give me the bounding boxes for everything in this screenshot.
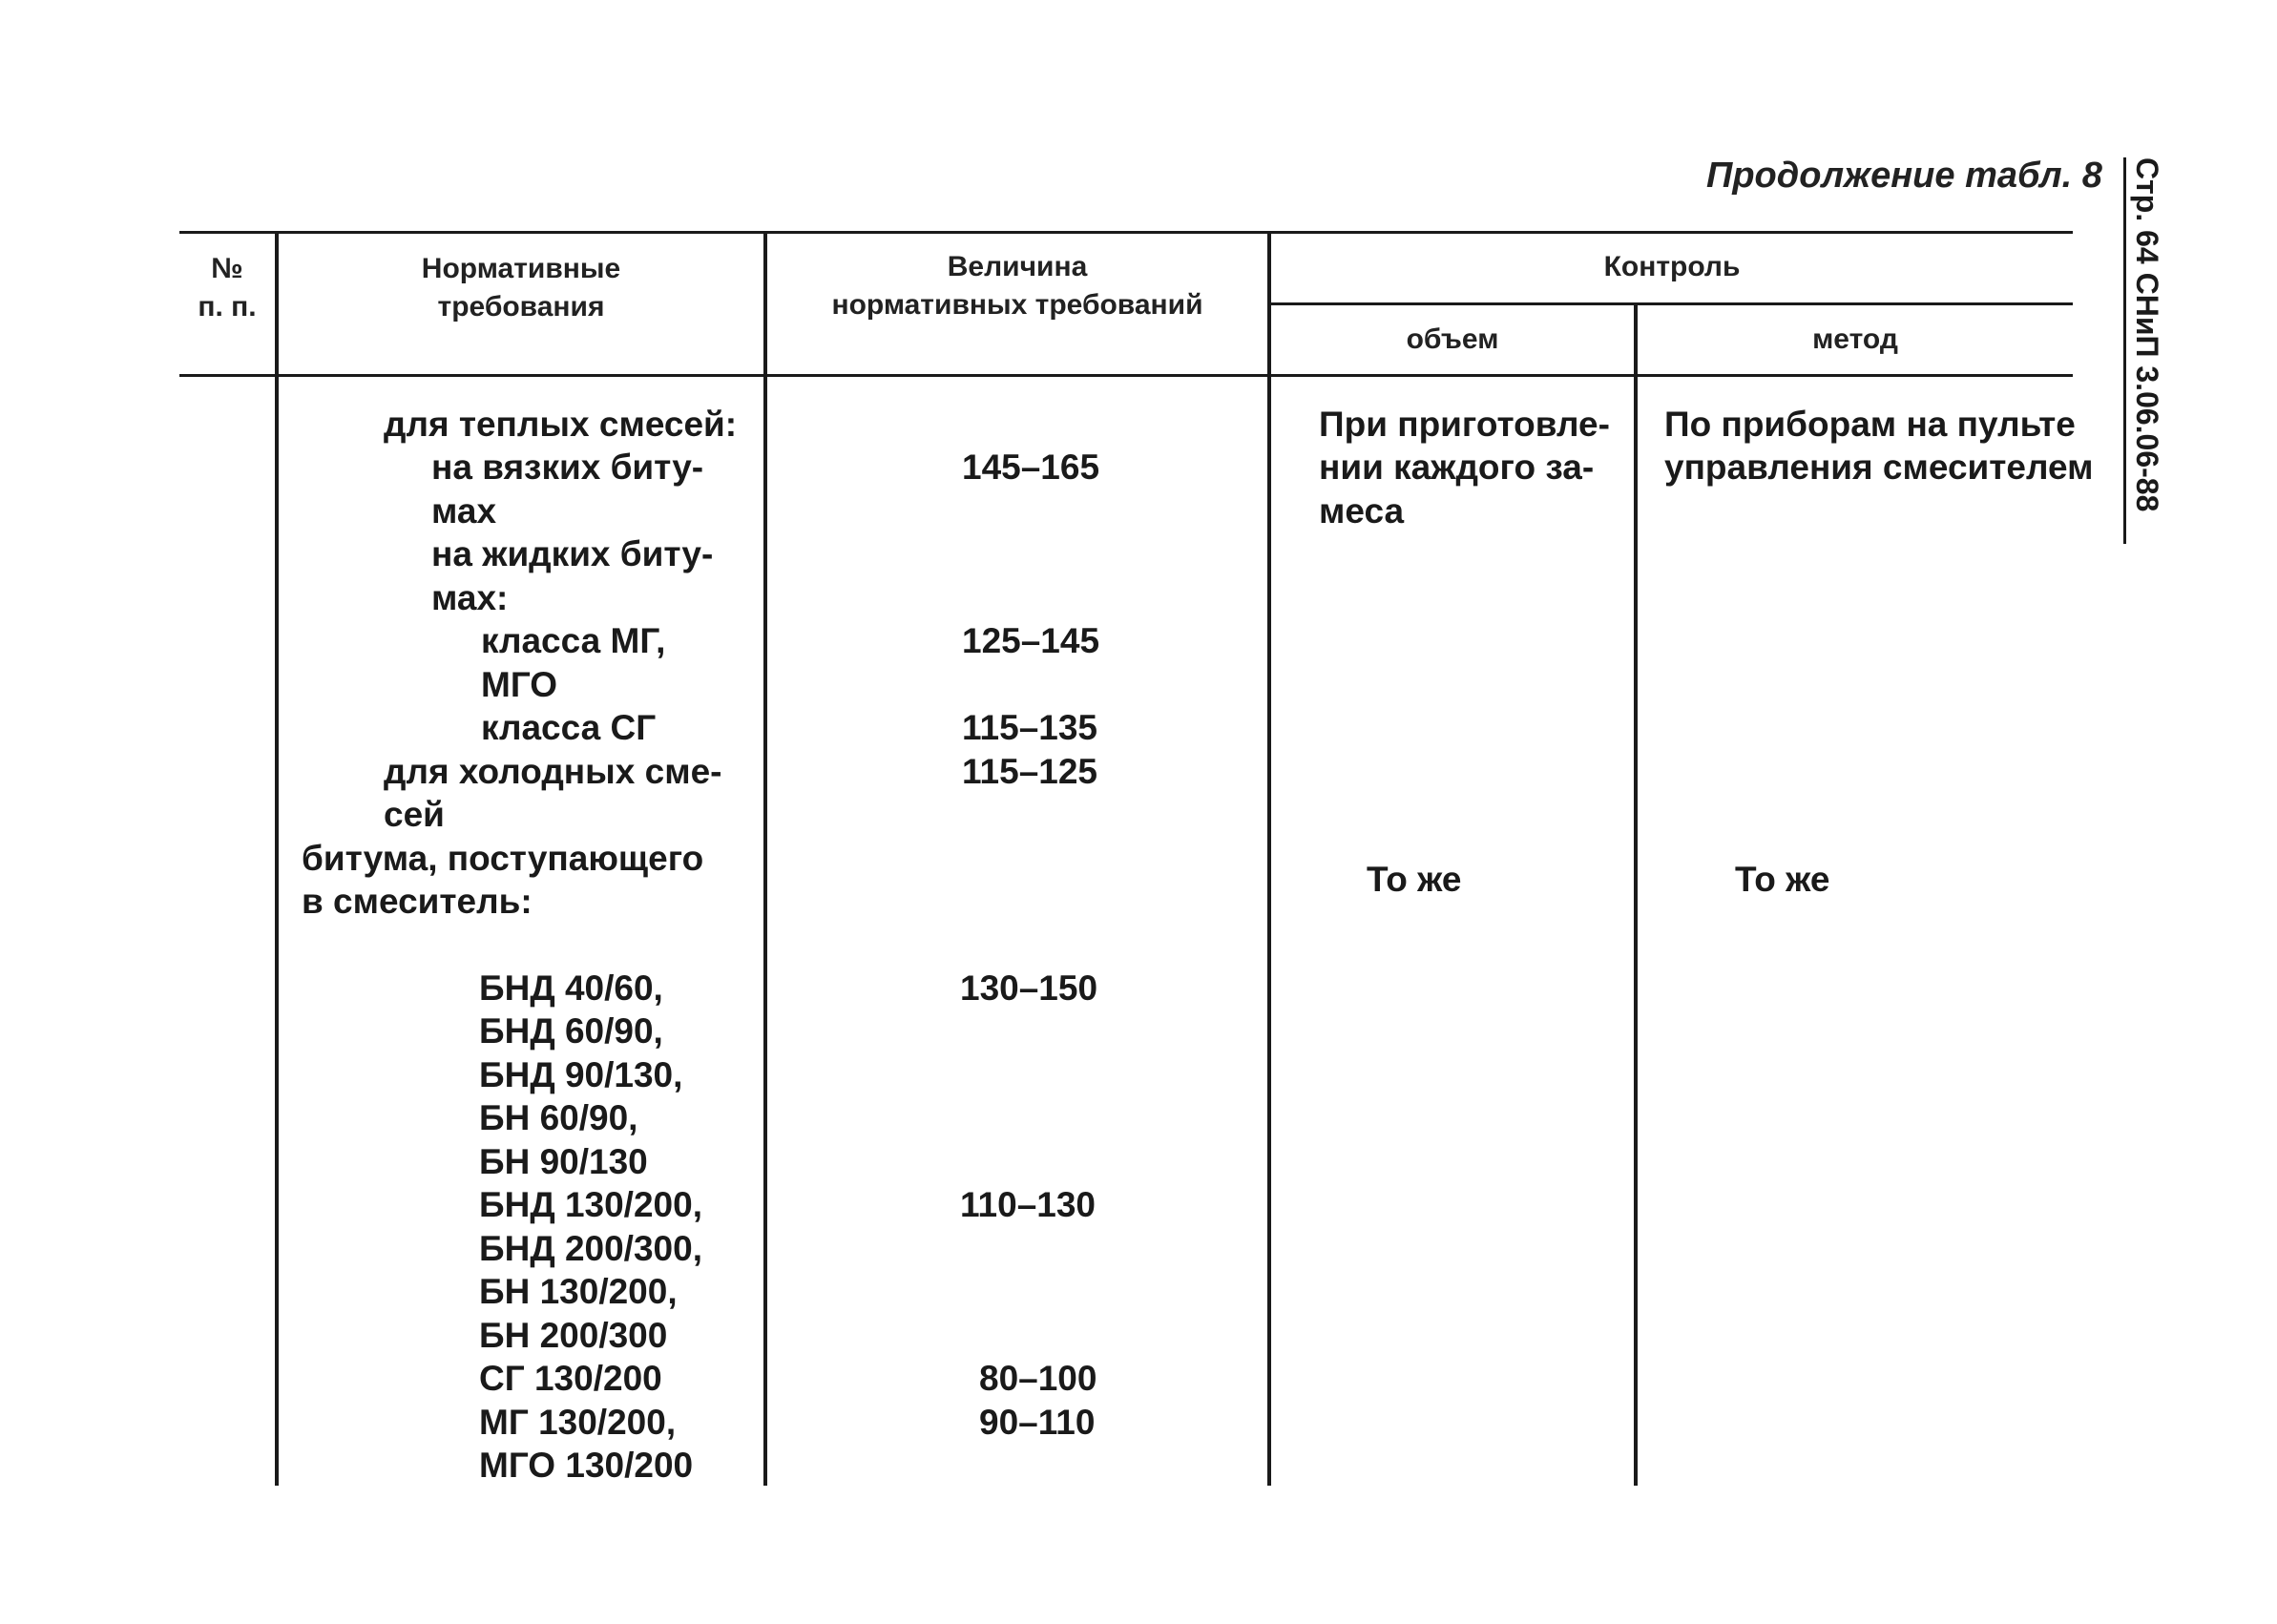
table-top-rule: [179, 231, 2073, 234]
req-line: МГО: [481, 665, 558, 704]
req-line: в смеситель:: [302, 882, 533, 921]
req-line: сей: [384, 795, 445, 834]
req-line: БНД 200/300,: [479, 1229, 702, 1268]
value-cell: 145–165: [962, 448, 1100, 487]
header-volume: объем: [1406, 323, 1499, 355]
req-line: мах: [431, 491, 497, 531]
value-cell: 90–110: [979, 1403, 1096, 1442]
value-cell: 80–100: [979, 1359, 1097, 1398]
req-line: БНД 40/60,: [479, 968, 663, 1008]
method-line: По приборам на пульте: [1664, 405, 2076, 444]
control-subheader-rule: [1269, 302, 2073, 305]
value-cell: 125–145: [962, 621, 1100, 660]
volume-line: нии каждого за-: [1319, 448, 1595, 487]
column-divider-1: [275, 231, 279, 1486]
volume-same: То же: [1367, 860, 1462, 899]
column-divider-3: [1267, 231, 1271, 1486]
req-line: БНД 90/130,: [479, 1055, 683, 1094]
req-line: СГ 130/200: [479, 1359, 662, 1398]
req-line: класса МГ,: [481, 621, 666, 660]
continuation-label: Продолжение табл. 8: [1706, 156, 2102, 196]
req-line: МГО 130/200: [479, 1446, 694, 1485]
req-line: для холодных сме-: [384, 752, 722, 791]
column-divider-4: [1634, 302, 1638, 1486]
req-line: БН 130/200,: [479, 1272, 678, 1311]
req-line: БН 60/90,: [479, 1098, 638, 1137]
req-line: на жидких биту-: [431, 534, 714, 573]
value-cell: 110–130: [960, 1185, 1097, 1224]
side-running-header: Стр. 64 СНиП 3.06.06-88: [2130, 157, 2164, 512]
req-line: БНД 60/90,: [479, 1011, 663, 1051]
method-line: управления смесителем: [1664, 448, 2094, 487]
volume-line: При приготовле-: [1319, 405, 1610, 444]
req-line: класса СГ: [481, 708, 657, 747]
header-requirements: Нормативные требования: [421, 253, 621, 323]
req-line: битума, поступающего: [302, 839, 704, 878]
side-header-rule: [2123, 157, 2126, 544]
value-cell: 130–150: [960, 968, 1098, 1008]
req-line: на вязких биту-: [431, 448, 704, 487]
header-value: Величина нормативных требований: [831, 251, 1203, 321]
header-control: Контроль: [1603, 251, 1741, 282]
req-line: мах:: [431, 578, 509, 617]
header-num: № п. п.: [198, 253, 257, 323]
method-same: То же: [1735, 860, 1830, 899]
value-cell: 115–135: [962, 708, 1098, 747]
req-line: БНД 130/200,: [479, 1185, 702, 1224]
header-bottom-rule: [179, 374, 2073, 377]
value-cell: 115–125: [962, 752, 1098, 791]
req-line: БН 200/300: [479, 1316, 668, 1355]
req-line: для теплых смесей:: [384, 405, 738, 444]
column-divider-2: [763, 231, 767, 1486]
volume-line: меса: [1319, 491, 1405, 531]
req-line: МГ 130/200,: [479, 1403, 677, 1442]
req-line: БН 90/130: [479, 1142, 648, 1181]
header-method: метод: [1812, 323, 1898, 355]
